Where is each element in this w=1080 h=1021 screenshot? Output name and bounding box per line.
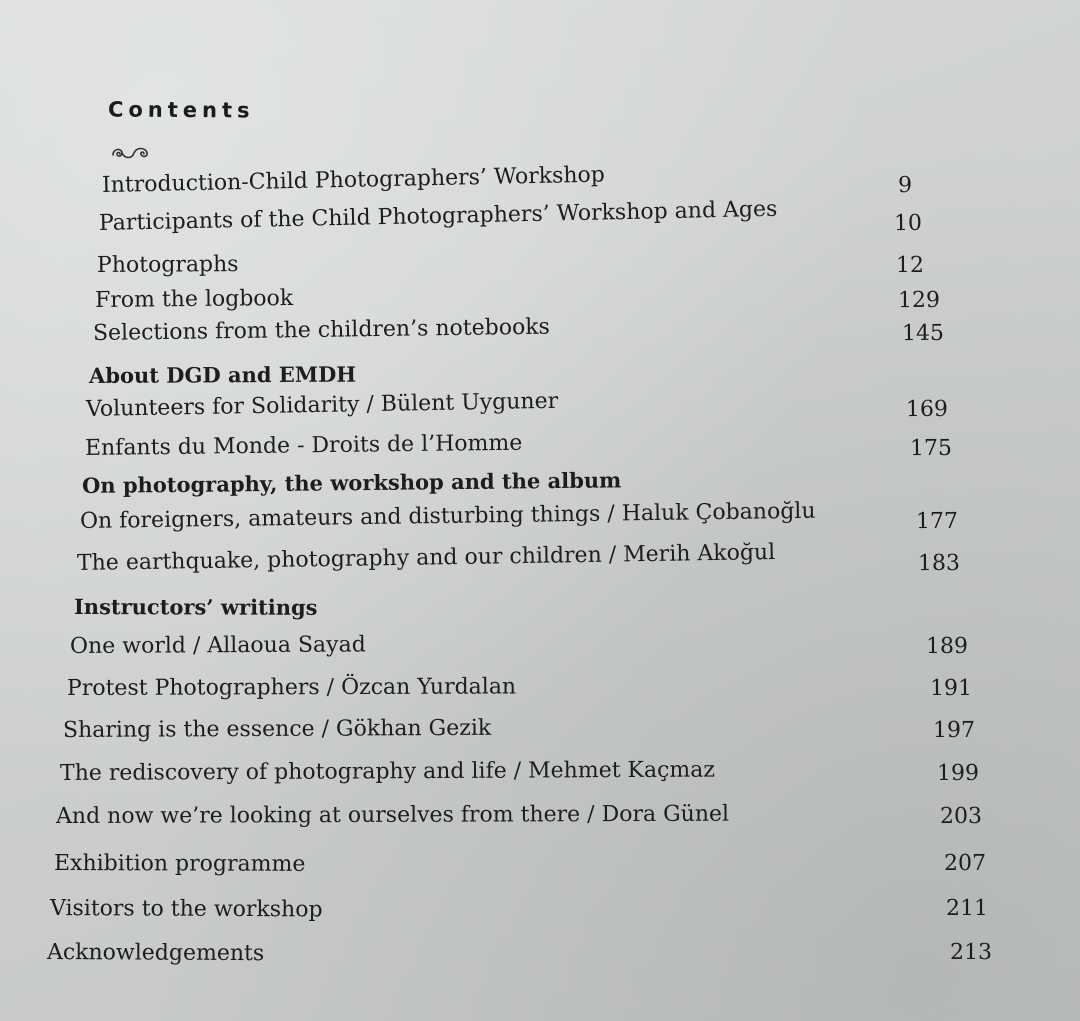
entry-title: Protest Photographers / Özcan Yurdalan	[66, 674, 517, 701]
toc-entry	[0, 540, 1080, 580]
toc-entry	[0, 631, 1080, 663]
entry-page-number: 145	[901, 320, 945, 347]
entry-page-number: 177	[915, 508, 959, 535]
toc-section-heading	[0, 591, 1080, 623]
entry-page-number: 213	[949, 939, 993, 966]
entry-title: Acknowledgements	[46, 940, 265, 967]
toc-entry	[0, 801, 1080, 833]
entry-title: Selections from the children’s notebooks	[92, 314, 551, 346]
entry-title: On foreigners, amateurs and disturbing things / Haluk Çobanoğlu	[79, 498, 816, 534]
entry-title: Volunteers for Solidarity / Bülent Uyguner	[85, 388, 559, 422]
entry-page-number: 207	[943, 850, 987, 877]
toc-entry	[0, 388, 1080, 426]
entry-title: Participants of the Child Photographers’ Workshop and Ages	[98, 196, 778, 236]
entry-page-number: 9	[897, 172, 913, 199]
entry-page-number: 183	[917, 550, 961, 577]
toc-entry	[0, 498, 1080, 538]
entry-title: Enfants du Monde - Droits de l’Homme	[84, 430, 523, 461]
entry-title: One world / Allaoua Sayad	[69, 632, 366, 659]
entry-page-number: 175	[909, 435, 953, 462]
toc-entry	[0, 673, 1080, 705]
section-title: On photography, the workshop and the album	[81, 467, 622, 498]
entry-title: The rediscovery of photography and life / Mehmet Kaçmaz	[59, 757, 716, 786]
section-title: Instructors’ writings	[73, 594, 318, 620]
toc-entry	[0, 758, 1080, 790]
entry-title: And now we’re looking at ourselves from there / Dora Günel	[55, 801, 730, 829]
entry-title: Introduction-Child Photographers’ Workshop	[101, 162, 606, 198]
entry-page-number: 12	[895, 252, 925, 279]
section-title: About DGD and EMDH	[88, 361, 357, 388]
entry-page-number: 211	[945, 895, 989, 922]
toc-entry	[0, 430, 1080, 465]
entry-title: Visitors to the workshop	[49, 896, 323, 923]
entry-page-number: 197	[932, 717, 976, 744]
toc-entry	[0, 848, 1080, 880]
entry-page-number: 10	[893, 210, 923, 237]
toc-entry	[0, 196, 1080, 240]
entry-page-number: 189	[925, 633, 969, 660]
entry-page-number: 129	[897, 287, 941, 314]
toc-entry	[0, 715, 1080, 747]
entry-title: Photographs	[96, 252, 239, 278]
entry-page-number: 191	[929, 675, 973, 702]
toc-section-heading	[0, 467, 1080, 502]
toc-entry	[0, 162, 1080, 202]
entry-title: Sharing is the essence / Gökhan Gezik	[62, 715, 492, 743]
toc-entry	[0, 937, 1080, 969]
toc-entry	[0, 893, 1080, 925]
toc-entry	[0, 250, 1080, 282]
entry-title: The earthquake, photography and our children / Merih Akoğul	[76, 540, 776, 576]
contents-heading: Contents	[107, 97, 255, 123]
entry-title: From the logbook	[94, 285, 294, 313]
entry-page-number: 169	[905, 396, 949, 423]
entry-page-number: 203	[939, 803, 983, 830]
entry-page-number: 199	[936, 760, 980, 787]
entry-title: Exhibition programme	[53, 851, 306, 877]
toc-entry	[0, 314, 1080, 350]
